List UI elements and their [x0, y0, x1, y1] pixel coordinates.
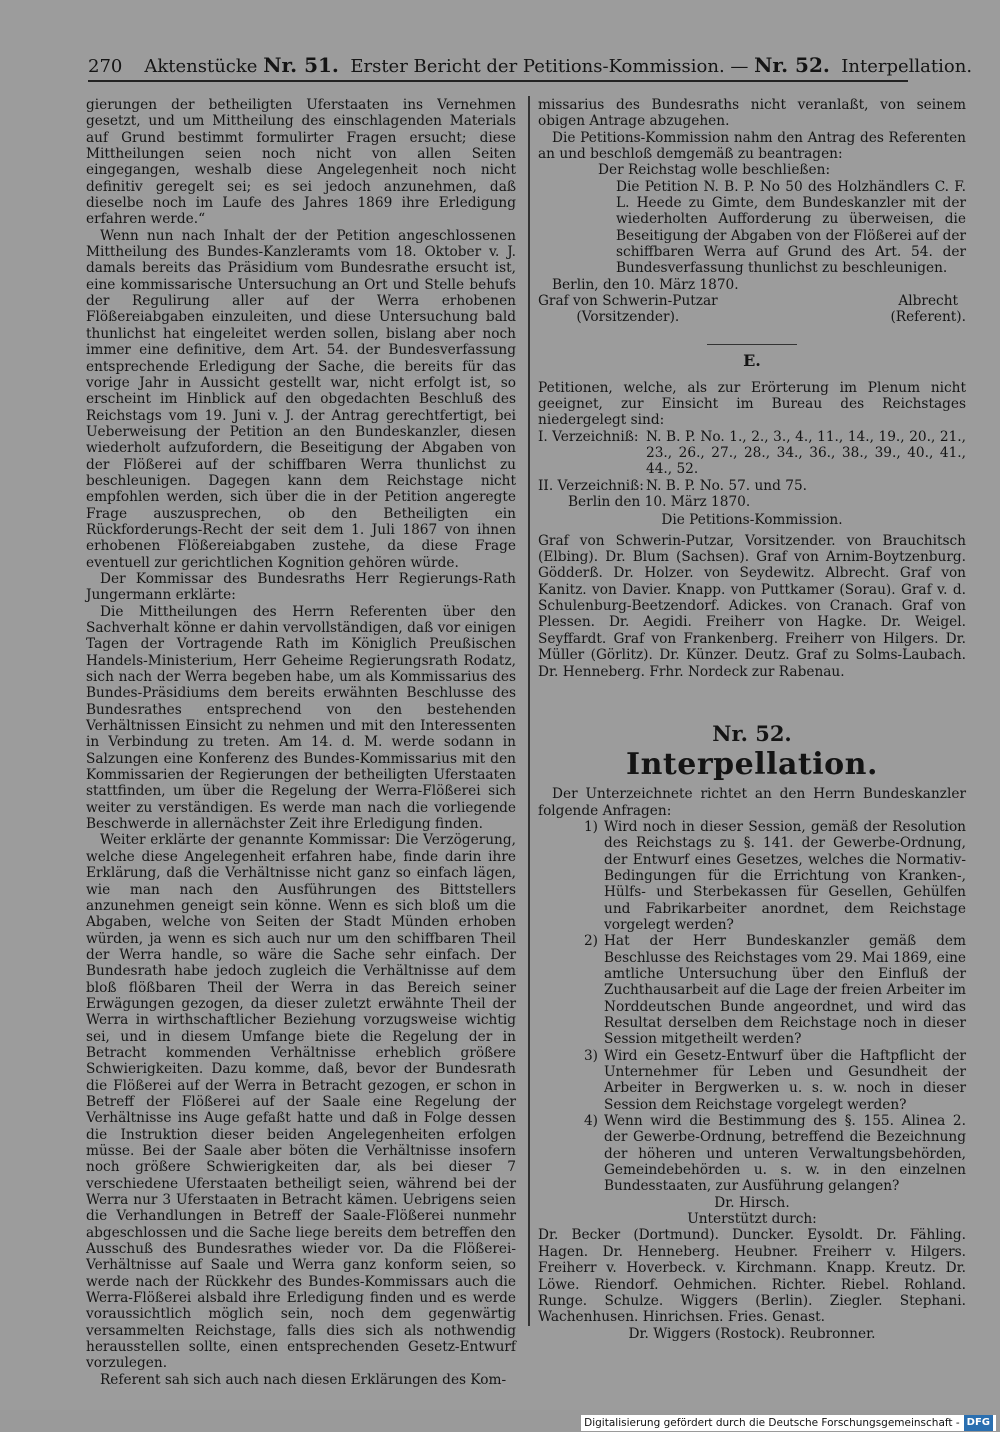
- list-label: I. Verzeichniß:: [538, 428, 639, 445]
- question-text: Wird ein Gesetz-Entwurf über die Haftpflicht der Unternehmer für Leben und Gesundheit der Arbeiter in Bergwerken u. s. w. noch in dieser Session dem Reichstage vorgelegt werden?: [604, 1047, 966, 1113]
- signature-chair: [538, 293, 718, 326]
- interpellation-intro: Der Unterzeichnete richtet an den Herrn Bundeskanzler folgende Anfragen:: [538, 786, 966, 819]
- credit-text: Digitalisierung gefördert durch die Deutsche Forschungsgemeinschaft -: [584, 1417, 960, 1429]
- petitions-paragraph: Petitionen, welche, als zur Erörterung im Plenum nicht geeignet, zur Einsicht im Bureau des Reichstages niedergelegt sind:: [538, 379, 966, 429]
- chair-role: (Vorsitzender).: [576, 309, 680, 326]
- page-header: [88, 50, 973, 82]
- left-paragraph: Referent sah sich auch nach diesen Erklärungen des Kom-: [100, 1371, 507, 1388]
- question-item: [538, 933, 966, 1047]
- members-list: Graf von Schwerin-Putzar, Vorsitzender. von Brauchitsch (Elbing). Dr. Blum (Sachsen). Graf von Arnim-Boytzenburg. Gödderß. Dr. Holzer. von Seydewitz. Albrecht. Graf von Kanitz. von Davier. Knapp. von Puttkamer (Sorau). Graf v. d. Schulenburg-Beetzendorf. Adickes. von Cranach. Graf von Plessen. Dr. Aegidi. Freiherr von Hagke. Dr. Weigel. Seyffardt. Graf von Frankenberg. Freiherr von Hilgers. Dr. Müller (Görlitz). Dr. Künzer. Deutz. Graf zu Solms-Laubach. Dr. Henneberg. Frhr. Nordeck zur Rabenau.: [538, 532, 966, 680]
- header-collection: Aktenstücke: [144, 56, 258, 77]
- header-right-title: Interpellation.: [841, 56, 973, 77]
- question-number: 2): [583, 933, 598, 950]
- question-text: Wenn wird die Bestimmung des §. 155. Alinea 2. der Gewerbe-Ordnung, betreffend die Bezeichnung der höheren und unteren Verwaltungsbehörden, Gemeindebehörden u. s. w. in den einzelnen Bundesstaaten, zur Ausführung gelangen?: [604, 1113, 966, 1195]
- commission-title: Die Petitions-Kommission.: [661, 512, 843, 529]
- left-paragraph: Der Kommissar des Bundesraths Herr Regierungs-Rath Jungermann erklärte:: [86, 570, 516, 604]
- question-item: [538, 819, 966, 933]
- date-line: Berlin den 10. März 1870.: [568, 494, 751, 511]
- section-divider: [707, 344, 797, 346]
- section-e-heading: E.: [743, 351, 761, 371]
- question-text: Wird noch in dieser Session, gemäß der Resolution des Reichstags zu §. 141. der Gewerbe-Ordnung, der Entwurf eines Gesetzes, welches die Normativ-Bedingungen für die Errichtung von Kranken-, Hülfs- und Sterbekassen für Gesellen, Gehülfen und Fabrikarbeiter anordnet, dem Reichstage vorgelegt werden?: [604, 818, 966, 933]
- supporters-last-line: Dr. Wiggers (Rostock). Reubronner.: [628, 1325, 876, 1342]
- chair-name: Graf von Schwerin-Putzar: [538, 293, 718, 310]
- list-item: [538, 478, 966, 494]
- question-text: Hat der Herr Bundeskanzler gemäß dem Beschlusse des Reichstages vom 29. Mai 1869, eine amtliche Untersuchung über den Einfluß der Zuchthausarbeit auf die Lage der freien Arbeiter im Norddeutschen Bunde angeordnet, und wird das Resultat derselben dem Reichstage noch in dieser Session mitgetheilt werden?: [604, 933, 966, 1048]
- question-item: [538, 1048, 966, 1113]
- question-number: 3): [583, 1047, 598, 1064]
- section-nr-52-heading: Nr. 52.: [712, 720, 792, 746]
- referent-role: (Referent).: [890, 309, 966, 326]
- list-item: [538, 429, 966, 478]
- signature-referent: [890, 293, 966, 326]
- left-paragraph: Wenn nun nach Inhalt der der Petition angeschlossenen Mittheilung des Bundes-Kanzleramts vom 18. Oktober v. J. damals bereits das Präsidium vom Bundesrathe ersucht ist, eine kommissarische Untersuchung an Ort und Stelle behufs der Regulirung aller auf der Werra erhobenen Flößereiabgaben einzuleiten, und diese Untersuchung bald thunlichst hat eingeleitet werden sollen, bislang aber noch immer eine definitive, dem Art. 54. der Bundesverfassung entsprechende Erledigung der Sache, die bereits für das vorige Jahr in Aussicht gestellt war, nicht erfolgt ist, so erscheint im Hinblick auf den obgedachten Beschluß des Reichstags vom 19. Juni v. J. der Antrag gerechtfertigt, bei Ueberweisung der Petition an den Bundeskanzler, diesen wiederholt aufzufordern, die Beseitigung der Abgaben von der Flößerei auf der schiffbaren Werra thunlichst zu beschleunigen. Dagegen kann dem Reichstage nicht empfohlen werden, sich über die in der Petition angeregte Frage auszusprechen, ob den Betheiligten ein Rückforderungs-Recht der seit dem 1. Juli 1867 von ihnen erhobenen Flößereiabgaben zustehe, da diese Frage eventuell zur gerichtlichen Kognition gehören würde.: [86, 227, 516, 571]
- right-paragraph: Die Petitions-Kommission nahm den Antrag des Referenten an und beschloß demgemäß zu beantragen:: [538, 129, 966, 163]
- left-paragraph: gierungen der betheiligten Uferstaaten ins Vernehmen gesetzt, und um Mittheilung des einschlagenden Materials auf Grund bestimmt formulirter Fragen ersucht; diese Mittheilungen seien noch nicht von allen Seiten eingegangen, weshalb diese Angelegenheit noch nicht definitiv geregelt sei; es sei jedoch anzunehmen, daß dieselbe noch im Laufe des Jahres 1869 ihre Erledigung erfahren werde.“: [86, 97, 516, 228]
- list-value: N. B. P. No. 57. und 75.: [646, 477, 808, 494]
- list-value: N. B. P. No. 1., 2., 3., 4., 11., 14., 19., 20., 21., 23., 26., 27., 28., 34., 36., 38., 39., 40., 41., 44., 52.: [646, 428, 966, 478]
- question-item: [538, 1113, 966, 1195]
- question-number: 1): [583, 818, 598, 835]
- left-paragraph: Die Mittheilungen des Herrn Referenten über den Sachverhalt könne er dahin vervollständigen, daß vor einigen Tagen der Vortragende Rath im Königlich Preußischen Handels-Ministerium, Herr Geheime Regierungsrath Rodatz, sich nach der Werra begeben habe, um als Kommissarius des Bundes-Präsidiums dem bereits erwähnten Beschlusse des Bundesrathes entsprechend von den bestehenden Verhältnissen Einsicht zu nehmen und mit den Interessenten in Verbindung zu treten. Am 14. d. M. werde sodann in Salzungen eine Konferenz des Bundes-Kommissarius mit den Kommissarien der Regierungen der betheiligten Uferstaaten stattfinden, um über die Regelung der Werra-Flößerei sich weiter zu verständigen. Es werde man nach die vorliegende Beschwerde in allernächster Zeit ihre Erledigung finden.: [86, 603, 516, 833]
- column-divider: [528, 96, 530, 1326]
- header-title: Erster Bericht der Petitions-Kommission. —: [350, 56, 749, 77]
- interpellation-heading: Interpellation.: [626, 747, 878, 783]
- left-column: [86, 97, 516, 1388]
- interpellation-signer: Dr. Hirsch.: [714, 1194, 790, 1211]
- supported-by-label: Unterstützt durch:: [687, 1211, 817, 1228]
- left-paragraph: Weiter erklärte der genannte Kommissar: Die Verzögerung, welche diese Angelegenheit erfahren habe, finde darin ihre Erklärung, daß die Verhältnisse nicht ganz so einfach lägen, wie man nach den Ausführungen des Bittstellers anzunehmen geneigt sein könne. Wenn es sich bloß um die Abgaben, welche von Seiten der Stadt Münden erhoben würden, ja wenn es sich auch nur um den schiffbaren Theil der Werra handle, so wäre die Sache sehr einfach. Der Bundesrath habe jedoch zugleich die Verhältnisse auf dem bloß flößbaren Theil der Werra in das Bereich seiner Erwägungen gezogen, da dieser zuletzt erwähnte Theil der Werra in wirthschaftlicher Beziehung vorzugsweise wichtig sei, und in diesem Umfange biete die Regelung der in Betracht kommenden Verhältnisse erheblich größere Schwierigkeiten. Dazu komme, daß, bevor der Bundesrath die Flößerei auf der Werra in Betracht gezogen, er schon in Betreff der Flößerei auf der Saale eine Regelung der Verhältnisse ins Auge gefaßt hatte und daß in Folge dessen die Instruktion dieser beiden Angelegenheiten erfolgen müsse. Bei der Saale aber böten die Verhältnisse insofern noch größere Schwierigkeiten dar, als bei dieser 7 verschiedene Uferstaaten betheiligt seien, während bei der Werra nur 3 Uferstaaten in Betracht kämen. Uebrigens seien die Verhandlungen in Betreff der Saale-Flößerei nunmehr abgeschlossen und die Sache liege bereits dem betreffen den Ausschuß des Bundesrathes wieder vor. Da die Flößerei-Verhältnisse auf Saale und Werra ganz konform seien, so werde nach der Rückkehr des Bundes-Kommissars auch die Werra-Flößerei alsbald ihre Erledigung finden und es werde voraussichtlich möglich sein, noch dem gegenwärtig versammelten Reichstage, falls dies sich als nothwendig herausstellen sollte, einen entsprechenden Gesetz-Entwurf vorzulegen.: [86, 832, 516, 1372]
- list-label: II. Verzeichniß:: [538, 477, 644, 494]
- question-number: 4): [583, 1113, 598, 1130]
- right-paragraph: missarius des Bundesraths nicht veranlaßt, von seinem obigen Antrage abzugehen.: [538, 97, 966, 130]
- resolution-intro: Der Reichstag wolle beschließen:: [598, 162, 831, 179]
- digitization-credit: [581, 1415, 996, 1431]
- date-line: Berlin, den 10. März 1870.: [552, 276, 739, 293]
- resolution-text: Die Petition N. B. P. No 50 des Holzhändlers C. F. L. Heede zu Gimte, dem Bundeskanzler mit der wiederholten Aufforderung zu überweisen, die Beseitigung der Abgaben von der Flößerei auf der schiffbaren Werra auf Grund des Art. 54. der Bundesverfassung thunlichst zu beschleunigen.: [616, 178, 966, 277]
- supporters-list: Dr. Becker (Dortmund). Duncker. Eysoldt. Dr. Fähling. Hagen. Dr. Henneberg. Heubner. Freiherr v. Hilgers. Freiherr v. Hoverbeck. v. Kirchmann. Knapp. Kreutz. Dr. Löwe. Riendorf. Oehmichen. Richter. Riebel. Rohland. Runge. Schulze. Wiggers (Berlin). Ziegler. Stephani. Wachenhusen. Hinrichsen. Fries. Genast.: [538, 1227, 966, 1326]
- dfg-logo: DFG: [964, 1415, 993, 1431]
- referent-name: Albrecht: [898, 293, 959, 310]
- header-nr-51: Nr. 51.: [263, 53, 339, 77]
- signature-block: [538, 293, 966, 326]
- page-number: 270: [88, 56, 123, 77]
- header-nr-52: Nr. 52.: [754, 53, 830, 77]
- right-column: [538, 97, 966, 1342]
